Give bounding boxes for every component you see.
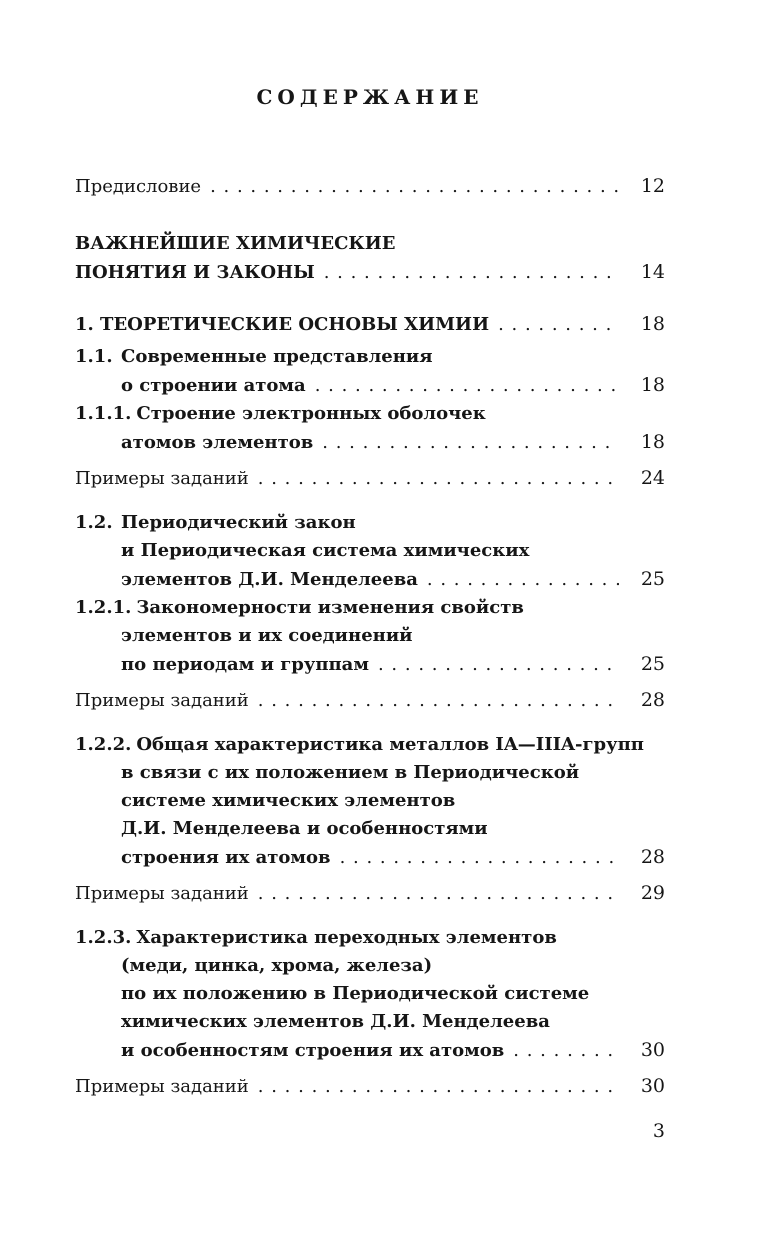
entry-line [75, 172, 665, 201]
entry-text: элементов и их соединений [121, 625, 413, 646]
entry-line [121, 565, 665, 594]
entry-line [75, 310, 665, 339]
entry-text: системе химических элементов [121, 790, 456, 811]
page-number: 18 [640, 374, 665, 396]
entry-line [75, 686, 665, 715]
toc-entry [75, 310, 665, 339]
entry-text: химических элементов Д.И. Менделеева [121, 1011, 550, 1032]
entry-line [121, 1008, 665, 1036]
page-number: 30 [640, 1039, 665, 1061]
entry-text: Общая характеристика металлов IA—IIIA-групп [136, 734, 644, 755]
entry-text: и особенностям строения их атомов [121, 1040, 505, 1061]
entry-text: ПОНЯТИЯ И ЗАКОНЫ [75, 262, 315, 283]
page-number: 24 [640, 467, 665, 489]
entry-line [121, 815, 665, 843]
entry-number: 1.2.2. [75, 734, 132, 755]
dot-leader [418, 566, 619, 594]
entry-line [121, 371, 665, 400]
page-number: 18 [640, 431, 665, 453]
entry-text: 1. ТЕОРЕТИЧЕСКИЕ ОСНОВЫ ХИМИИ [75, 314, 490, 335]
entry-text: по периодам и группам [121, 654, 369, 675]
entry-text: по их положению в Периодической системе [121, 983, 590, 1004]
toc-entry [75, 731, 665, 872]
entry-text: Д.И. Менделеева и особенностями [121, 818, 488, 839]
toc-entry [75, 686, 665, 715]
page-number: 30 [640, 1075, 665, 1097]
entry-line [121, 622, 665, 650]
toc-entry [75, 172, 665, 201]
entry-number: 1.2. [75, 512, 113, 533]
dot-leader [249, 1073, 619, 1101]
entry-line [121, 650, 665, 679]
toc-entry [75, 230, 665, 287]
page-title: СОДЕРЖАНИЕ [256, 85, 484, 109]
entry-line [121, 980, 665, 1008]
entry-line [75, 594, 665, 622]
entry-text: ВАЖНЕЙШИЕ ХИМИЧЕСКИЕ [75, 233, 396, 254]
dot-leader [249, 687, 619, 715]
toc-entry [75, 594, 665, 679]
dot-leader [306, 372, 619, 400]
entry-text: строения их атомов [121, 847, 331, 868]
entry-line [75, 464, 665, 493]
toc-entry [75, 343, 665, 400]
entry-text: и Периодическая система химических [121, 540, 530, 561]
entry-line [75, 230, 665, 258]
entry-text: Примеры заданий [75, 468, 249, 489]
entry-line [75, 258, 665, 287]
entry-line [121, 843, 665, 872]
entry-line [75, 343, 665, 371]
entry-line [75, 879, 665, 908]
entry-text: атомов элементов [121, 432, 314, 453]
toc-entry [75, 924, 665, 1065]
entry-text: элементов Д.И. Менделеева [121, 569, 418, 590]
toc-entry [75, 400, 665, 457]
entry-text: Примеры заданий [75, 1076, 249, 1097]
entry-text: Предисловие [75, 176, 202, 197]
entry-line [75, 509, 665, 537]
dot-leader [249, 465, 619, 493]
entry-line [75, 731, 665, 759]
entry-line [121, 428, 665, 457]
entry-text: Закономерности изменения свойств [136, 597, 524, 618]
entry-line [121, 787, 665, 815]
entry-number: 1.1.1. [75, 403, 132, 424]
entry-text: Современные представления [121, 346, 433, 367]
entry-line [121, 952, 665, 980]
entry-text: (меди, цинка, хрома, железа) [121, 955, 433, 976]
entry-text: в связи с их положением в Периодической [121, 762, 580, 783]
entry-line [75, 400, 665, 428]
page-number: 29 [640, 882, 665, 904]
folio-number: 3 [652, 1120, 665, 1142]
entry-number: 1.1. [75, 346, 113, 367]
entry-text: Периодический закон [121, 512, 356, 533]
entry-text: Строение электронных оболочек [136, 403, 486, 424]
page-number: 12 [640, 175, 665, 197]
dot-leader [369, 651, 619, 679]
dot-leader [331, 844, 619, 872]
dot-leader [201, 173, 619, 201]
dot-leader [313, 429, 619, 457]
entry-line [75, 924, 665, 952]
toc-entry [75, 879, 665, 908]
toc-entry [75, 464, 665, 493]
entry-line [75, 1072, 665, 1101]
dot-leader [504, 1037, 619, 1065]
entry-number: 1.2.3. [75, 927, 132, 948]
entry-text: о строении атома [121, 375, 306, 396]
page-number: 25 [640, 653, 665, 675]
page-number: 18 [640, 313, 665, 335]
page-number: 14 [640, 261, 665, 283]
page-number: 28 [640, 689, 665, 711]
page-number: 25 [640, 568, 665, 590]
entry-text: Примеры заданий [75, 883, 249, 904]
dot-leader [489, 311, 619, 339]
entry-text: Характеристика переходных элементов [136, 927, 557, 948]
toc-entry [75, 509, 665, 594]
entry-line [121, 537, 665, 565]
dot-leader [249, 880, 619, 908]
entry-line [121, 759, 665, 787]
entry-number: 1.2.1. [75, 597, 132, 618]
page-number: 28 [640, 846, 665, 868]
dot-leader [315, 259, 619, 287]
toc-list [75, 172, 665, 1101]
toc-entry [75, 1072, 665, 1101]
entry-line [121, 1036, 665, 1065]
entry-text: Примеры заданий [75, 690, 249, 711]
